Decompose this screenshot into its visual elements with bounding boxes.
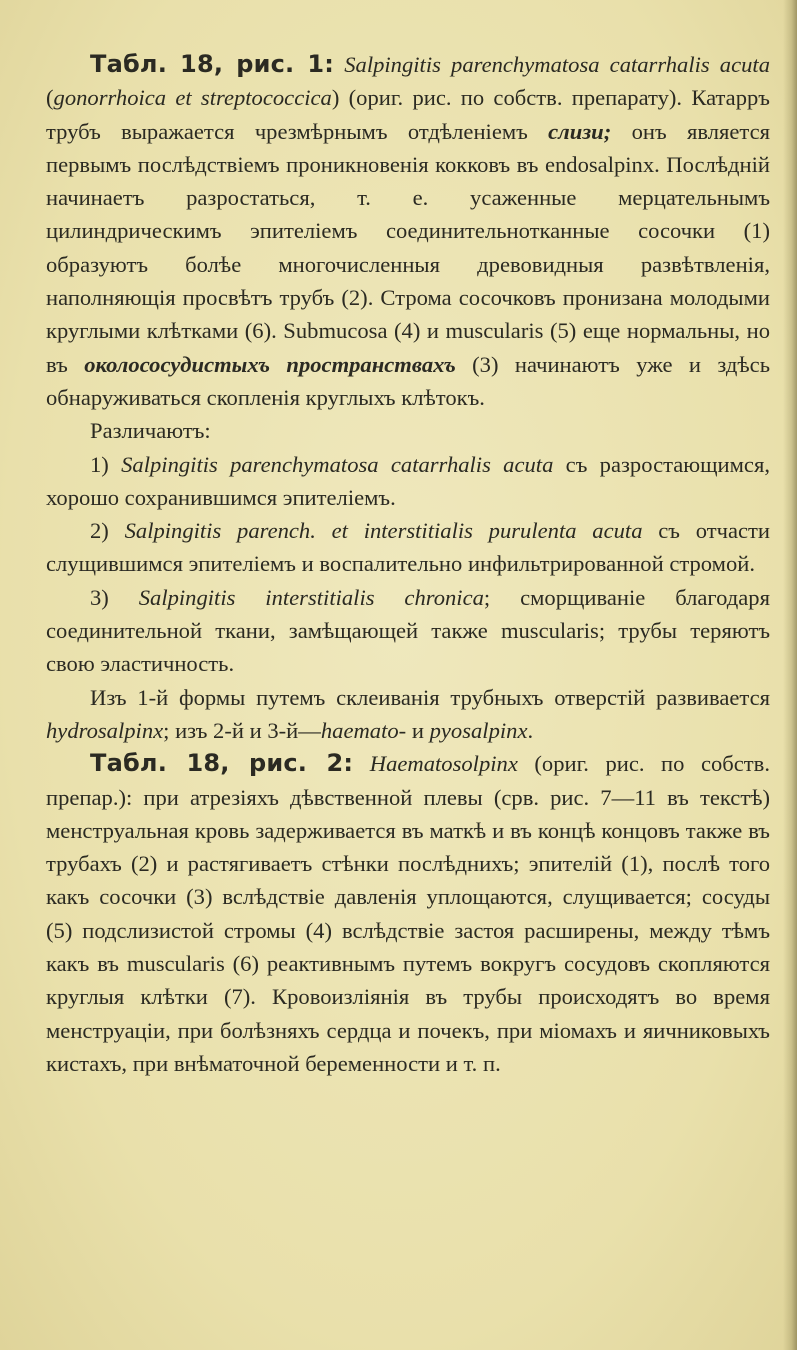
- latin-term: hydrosalpinx: [46, 717, 164, 743]
- paragraph-fig2: [46, 747, 770, 1080]
- body-text: Изъ 1-й формы путемъ склеиванія трубныхъ отверстій развивается: [90, 684, 770, 710]
- body-text: (ориг. рис. по собств. препарату). Катарръ трубъ выражается чрезмѣрнымъ отдѣленіемъ: [46, 85, 770, 144]
- latin-term: Salpingitis parench. et interstitialis purulenta acuta: [124, 518, 643, 544]
- list-item: [46, 448, 770, 515]
- figure-heading-2: Табл. 18, рис. 2:: [90, 749, 354, 778]
- body-text: Различаютъ:: [90, 418, 211, 444]
- body-text: (ориг. рис. по собств. препар.): при атрезіяхъ дѣвственной плевы (срв. рис. 7—11 въ текстѣ) менструальная кровь задерживается въ маткѣ и въ концѣ концовъ также въ трубахъ (2) и растягиваетъ стѣнки послѣднихъ; эпителій (1), послѣ того какъ сосочки (3) вслѣдствіе давленія уплощаются, слущивается; сосуды (5) подслизистой стромы (4) вслѣдствіе застоя расширены, между тѣмъ какъ въ muscularis (6) реактивнымъ путемъ вокругъ сосудовъ скопляются круглыя клѣтки (7). Кровоизліянія въ трубы происходятъ во время менструаціи, при болѣзняхъ сердца и почекъ, при міомахъ и яичниковыхъ кистахъ, при внѣматочной беременности и т. п.: [46, 751, 770, 1076]
- latin-term: pyosalpinx: [429, 717, 528, 743]
- list-number: 2): [90, 518, 109, 544]
- latin-term: gonorrhoica et streptococcica: [53, 85, 332, 111]
- latin-term: Haematosolpinx: [369, 751, 518, 777]
- latin-term: Salpingitis parenchymatosa catarrhalis acuta: [344, 52, 771, 77]
- body-text: онъ является первымъ послѣдствіемъ проникновенія кокковъ въ endosalpinx. Послѣдній начинаетъ разростаться, т. е. усаженные мерцательнымъ цилиндрическимъ эпителіемъ соединительнотканные сосочки (1) образуютъ болѣе многочисленныя древовидныя развѣтвленія, наполняющія просвѣтъ трубъ (2). Строма сосочковъ пронизана молодыми круглыми клѣтками (6). Submucosa (4) и muscularis (5) еще нормальны, но въ: [46, 118, 770, 377]
- latin-term: Salpingitis parenchymatosa catarrhalis acuta: [121, 451, 554, 477]
- list-item: [46, 581, 770, 681]
- list-item: [46, 514, 770, 581]
- list-number: 3): [90, 584, 109, 610]
- figure-heading-1: Табл. 18, рис. 1:: [90, 50, 335, 78]
- list-number: 1): [90, 451, 109, 477]
- page-edge-shadow: [783, 0, 797, 1350]
- latin-term: Salpingitis interstitialis chronica: [138, 584, 484, 610]
- paragraph-distinguish: [46, 414, 770, 447]
- latin-term: haemato-: [320, 717, 407, 743]
- body-text: (3) начинаютъ уже и здѣсь обнаруживаться скопленія круглыхъ клѣтокъ.: [46, 351, 771, 410]
- paragraph-forms: [46, 681, 770, 748]
- body-text: ; сморщиваніе благодаря соединительной ткани, замѣщающей также muscularis; трубы теряютъ свою эластичность.: [46, 584, 770, 677]
- emphasis-text: слизи;: [548, 118, 612, 144]
- body-text: ; изъ 2-й и 3-й—: [163, 717, 321, 743]
- body-text: .: [527, 717, 534, 743]
- emphasis-text: околососудистыхъ пространствахъ: [84, 351, 456, 377]
- page-body: [46, 48, 770, 1080]
- body-text: и: [406, 717, 430, 743]
- paragraph-fig1: Табл. 18, рис. 1: Salpingitis parenchymatosa catarrhalis acuta (gonorrhoica et streptococcica) (ориг. рис. по собств. препарату). Катарръ трубъ выражается чрезмѣрнымъ отдѣленіемъ слизи; онъ является первымъ послѣдствіемъ проникновенія кокковъ въ endosalpinx. Послѣдній начинаетъ разростаться, т. е. усаженные мерцательнымъ цилиндрическимъ эпителіемъ соединительнотканные сосочки (1) образуютъ болѣе многочисленныя древовидныя развѣтвленія, наполняющія просвѣтъ трубъ (2). Строма сосочковъ пронизана молодыми круглыми клѣтками (6). Submucosa (4) и muscularis (5) еще нормальны, но въ околососудистыхъ пространствахъ (3) начинаютъ уже и здѣсь обнаруживаться скопленія круглыхъ клѣтокъ.: [46, 50, 771, 410]
- body-text: съ разростающимся, хорошо сохранившимся эпителіемъ.: [46, 451, 771, 510]
- body-text: съ отчасти слущившимся эпителіемъ и воспалительно инфильтрированной стромой.: [46, 518, 770, 577]
